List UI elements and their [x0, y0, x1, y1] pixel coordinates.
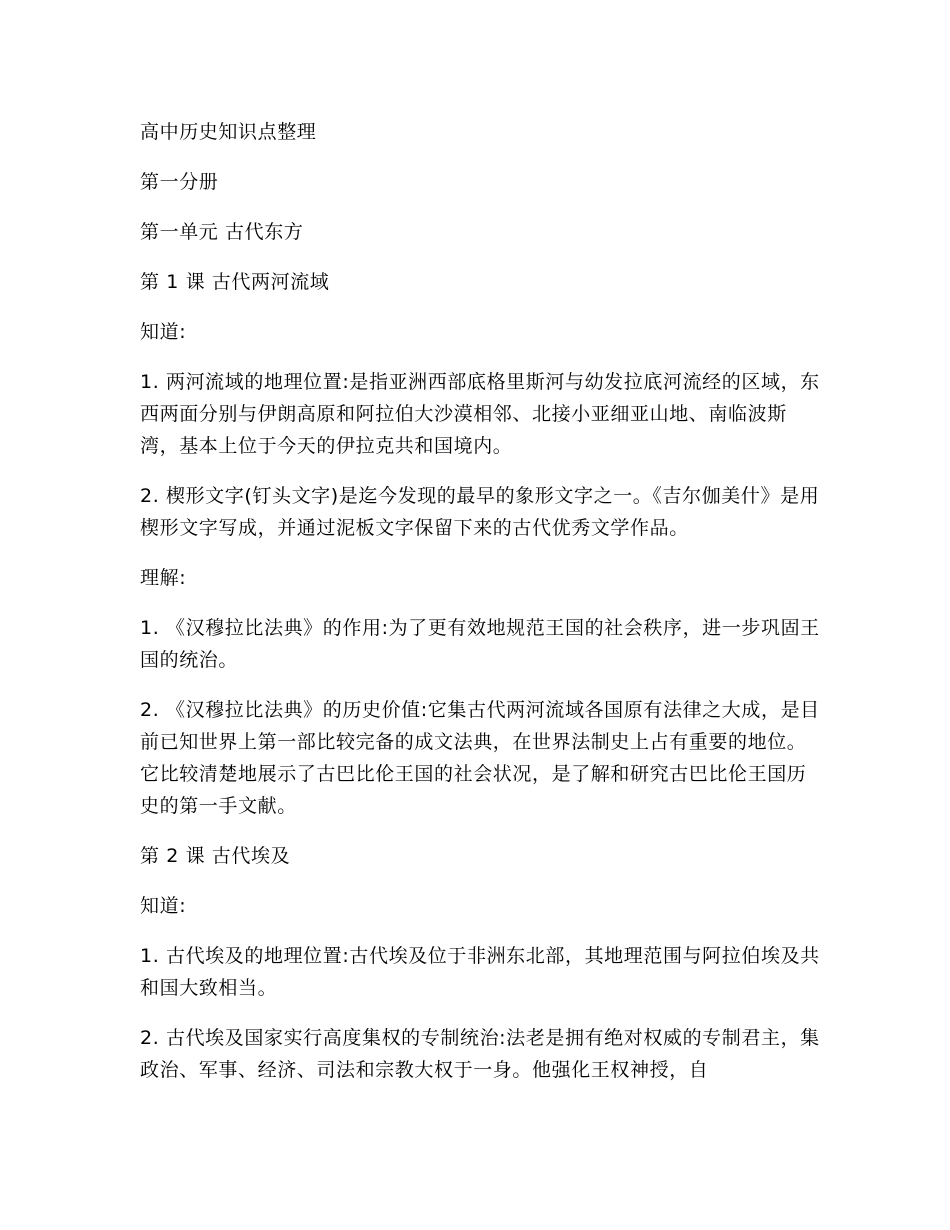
volume-heading: 第一分册: [140, 171, 219, 193]
lesson-1-know-item-2: 2. 楔形文字(钉头文字)是迄今发现的最早的象形文字之一。《吉尔伽美什》是用楔形文字写成，并通过泥板文字保留下来的古代优秀文学作品。: [140, 485, 820, 539]
lesson-1-heading: 第 1 课 古代两河流域: [140, 271, 330, 293]
document-body: [140, 116, 820, 1104]
unit-heading: 第一单元 古代东方: [140, 221, 304, 243]
lesson-1-understand-item-1: 1. 《汉穆拉比法典》的作用:为了更有效地规范王国的社会秩序，进一步巩固王国的统治。: [140, 617, 820, 671]
lesson-2-heading: 第 2 课 古代埃及: [140, 845, 291, 867]
lesson-2-know-item-2: 2. 古代埃及国家实行高度集权的专制统治:法老是拥有绝对权威的专制君主，集政治、军事、经济、司法和宗教大权于一身。他强化王权神授，自: [140, 1027, 820, 1081]
lesson-1-understand-item-2: 2. 《汉穆拉比法典》的历史价值:它集古代两河流域各国原有法律之大成，是目前已知世界上第一部比较完备的成文法典，在世界法制史上占有重要的地位。它比较清楚地展示了古巴比伦王国的社会状况，是了解和研究古巴比伦王国历史的第一手文献。: [140, 699, 820, 817]
lesson-1-understand-label: 理解:: [140, 567, 187, 589]
lesson-1-know-item-1: 1. 两河流域的地理位置:是指亚洲西部底格里斯河与幼发拉底河流经的区域，东西两面分别与伊朗高原和阿拉伯大沙漠相邻、北接小亚细亚山地、南临波斯湾，基本上位于今天的伊拉克共和国境内。: [140, 371, 820, 457]
lesson-1-know-label: 知道:: [140, 321, 187, 343]
lesson-2-know-item-1: 1. 古代埃及的地理位置:古代埃及位于非洲东北部，其地理范围与阿拉伯埃及共和国大致相当。: [140, 945, 820, 999]
document-title: 高中历史知识点整理: [140, 121, 317, 143]
lesson-2-know-label: 知道:: [140, 895, 187, 917]
